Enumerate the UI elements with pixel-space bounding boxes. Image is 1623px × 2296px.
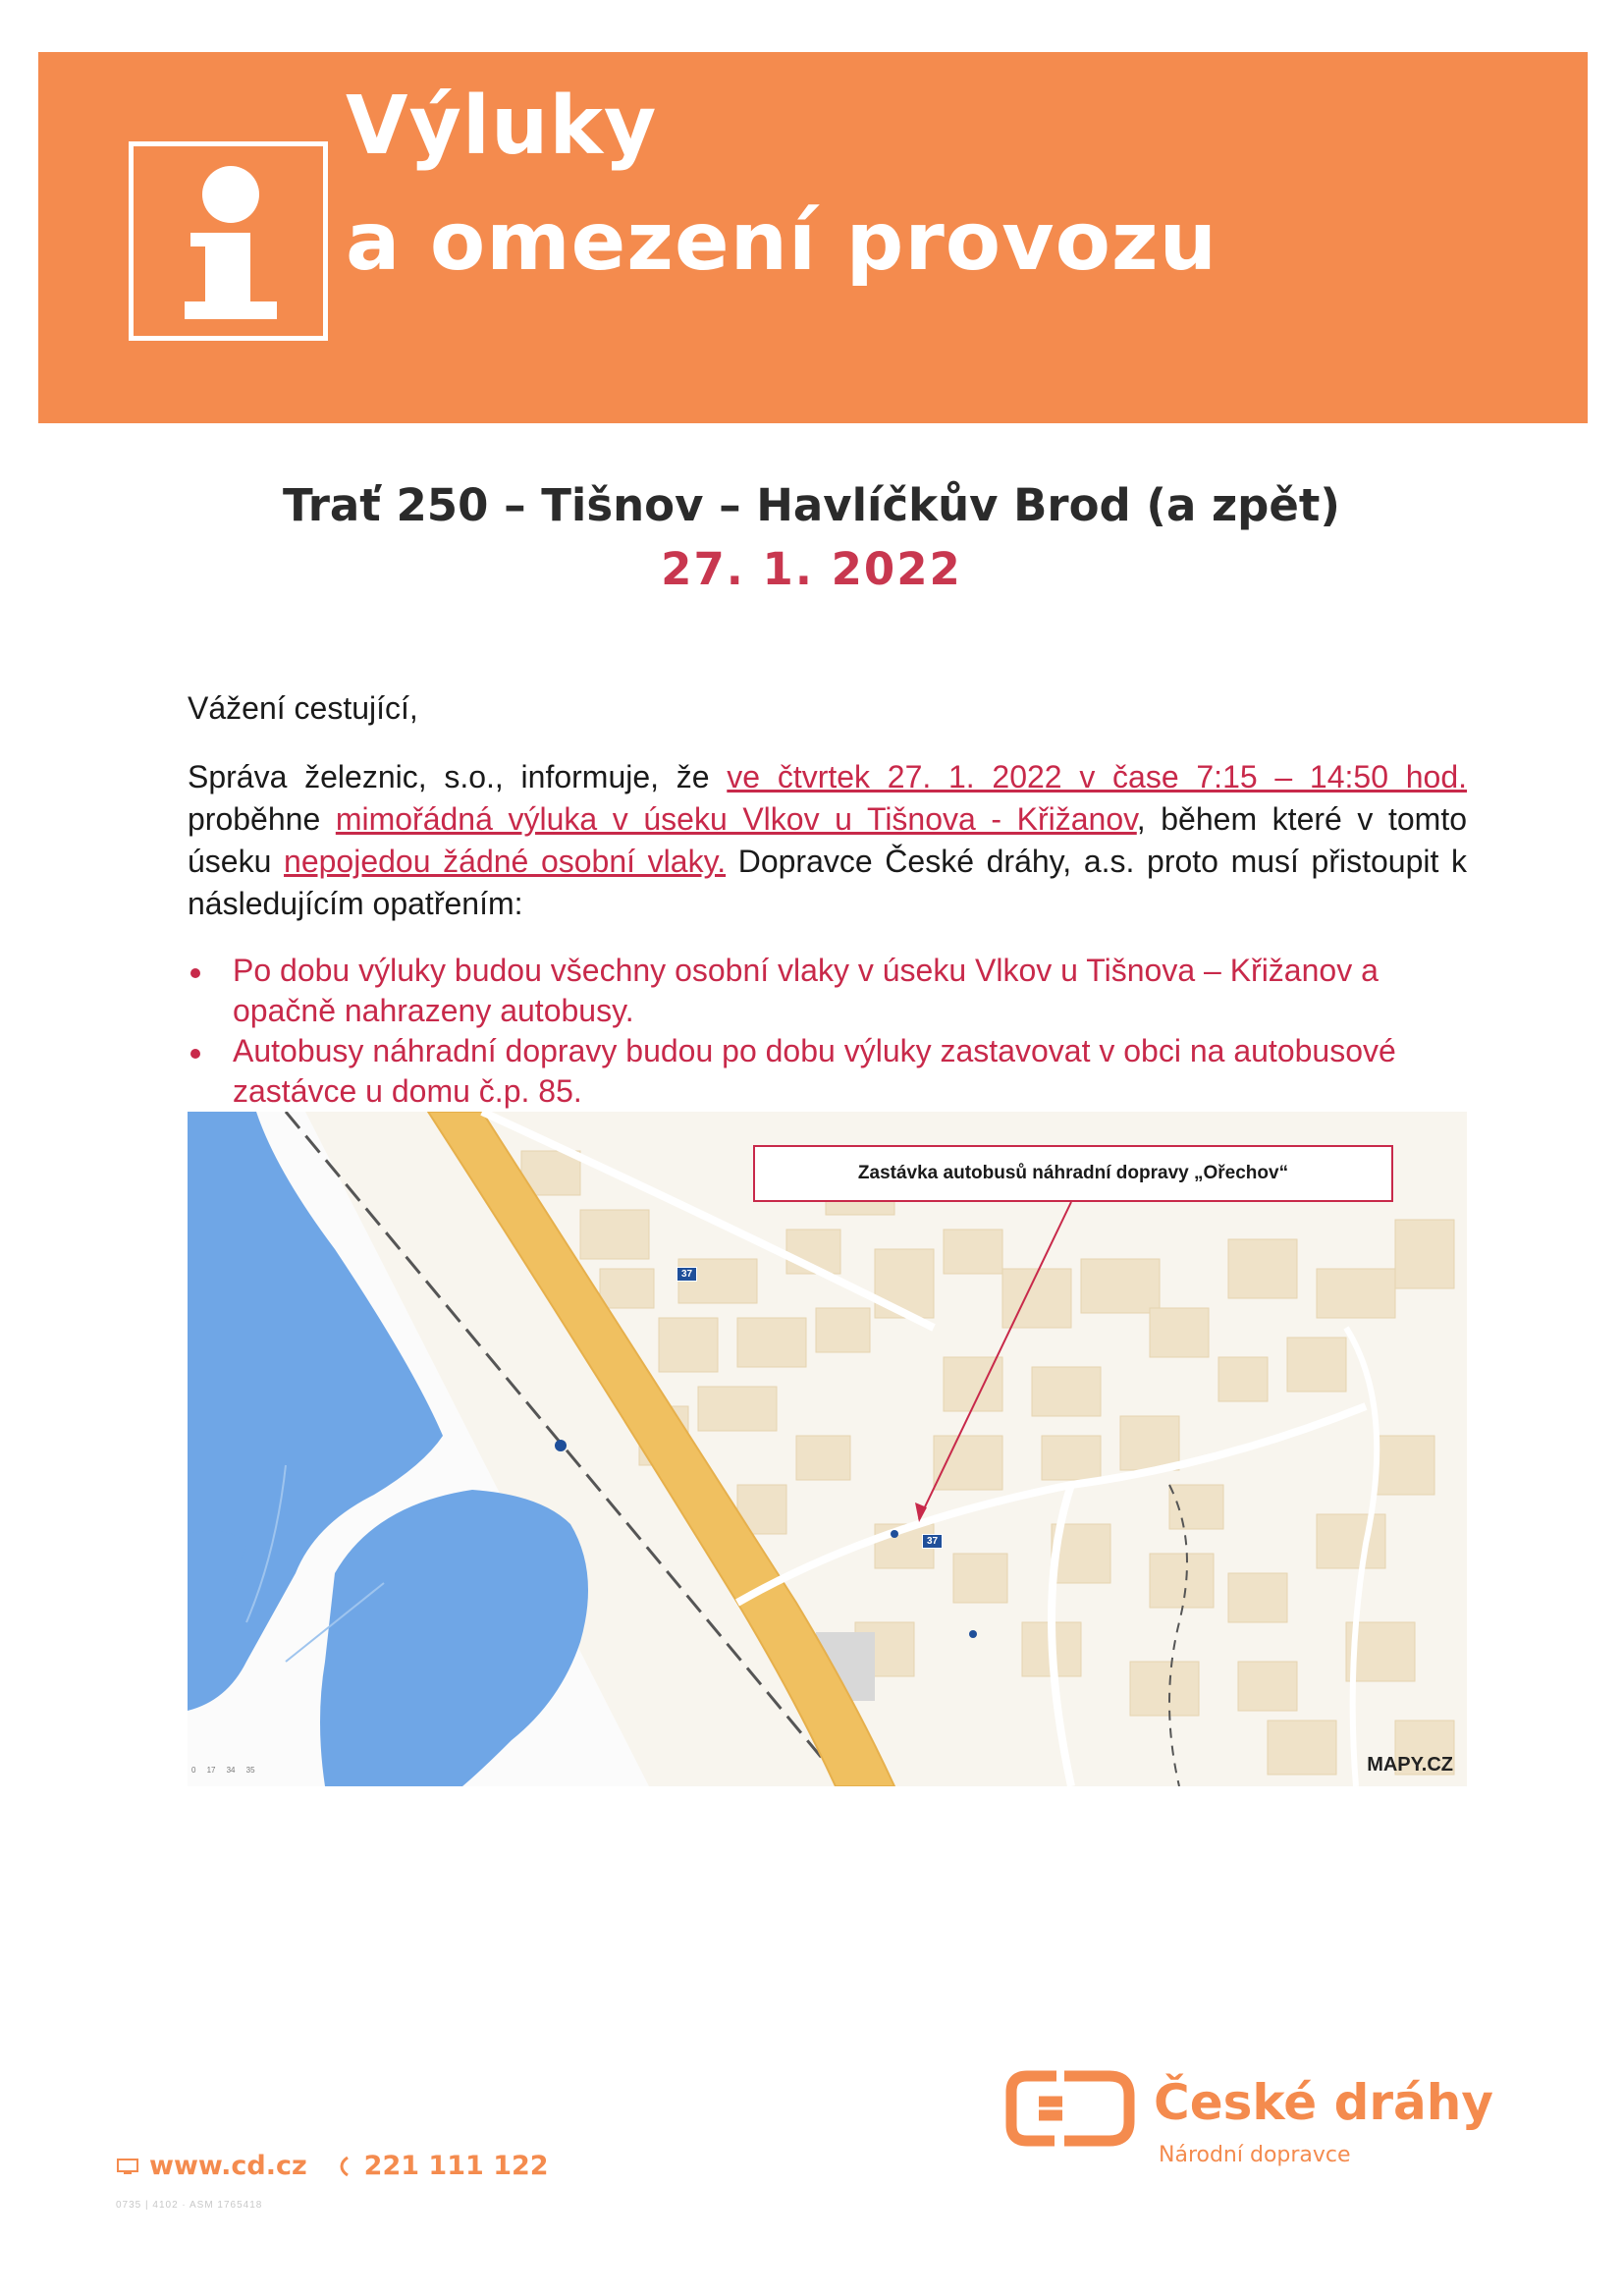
- phone-icon: [339, 2156, 351, 2177]
- phone-number[interactable]: 221 111 122: [363, 2151, 549, 2181]
- notice-date: 27. 1. 2022: [661, 543, 962, 595]
- monitor-icon: [116, 2158, 139, 2175]
- banner-title-line2: a omezení provozu: [346, 195, 1218, 289]
- map-scale: [191, 1766, 255, 1775]
- map[interactable]: [188, 1112, 1467, 1786]
- footer-code: 0735 | 4102 · ASM 1765418: [116, 2200, 263, 2211]
- measures-list: [188, 951, 1467, 1112]
- bullet-text-1: Po dobu výluky budou všechny osobní vlaky v úseku Vlkov u Tišnova – Křižanov a opačně nahrazeny autobusy.: [233, 953, 1379, 1028]
- bus-stop-callout: Zastávka autobusů náhradní dopravy „Ořechov“: [753, 1145, 1393, 1202]
- footer-contact: [116, 2151, 549, 2181]
- website-link[interactable]: www.cd.cz: [149, 2151, 307, 2181]
- bullet-icon: [190, 1049, 200, 1059]
- bullet-icon: [190, 968, 200, 978]
- para-text-1: Správa železnic, s.o., informuje, že: [188, 759, 728, 794]
- station-marker: [555, 1440, 567, 1451]
- salutation: Vážení cestující,: [188, 690, 418, 726]
- bullet-text-2: Autobusy náhradní dopravy budou po dobu výluky zastavovat v obci na autobusové zastávce u domu č.p. 85.: [233, 1033, 1396, 1109]
- para-section: mimořádná výluka v úseku Vlkov u Tišnova - Křižanov: [335, 801, 1137, 837]
- para-text-3: , během které v tomto úseku: [188, 801, 1468, 879]
- road-number-badge: 37: [922, 1534, 943, 1549]
- para-text-2: proběhne: [188, 801, 336, 837]
- scale-label: 17: [206, 1766, 216, 1775]
- info-paragraph: [188, 756, 1467, 925]
- para-no-trains: nepojedou žádné osobní vlaky.: [284, 844, 727, 879]
- company-name: České dráhy: [1154, 2074, 1493, 2131]
- map-graphic: [188, 1112, 1467, 1786]
- scale-label: 34: [226, 1766, 236, 1775]
- scale-label: 35: [245, 1766, 255, 1775]
- banner-title-line1: Výluky: [346, 80, 658, 173]
- info-icon: [129, 141, 328, 341]
- road-number-badge: 37: [676, 1267, 697, 1282]
- cd-logo-icon: [1000, 2062, 1143, 2155]
- company-subtitle: Národní dopravce: [1159, 2143, 1351, 2167]
- mapy-logo: MAPY.CZ: [1367, 1754, 1453, 1776]
- list-item: [188, 951, 1467, 1031]
- page-heading: Trať 250 – Tišnov – Havlíčkův Brod (a zpět): [282, 479, 1340, 531]
- para-text-4: Dopravce České dráhy, a.s. proto musí přistoupit k následujícím opatřením:: [188, 844, 1468, 921]
- scale-label: 0: [191, 1766, 196, 1775]
- para-date-time: ve čtvrtek 27. 1. 2022 v čase 7:15 – 14:50 hod.: [727, 759, 1467, 794]
- banner-title: [346, 69, 1217, 301]
- list-item: [188, 1031, 1467, 1112]
